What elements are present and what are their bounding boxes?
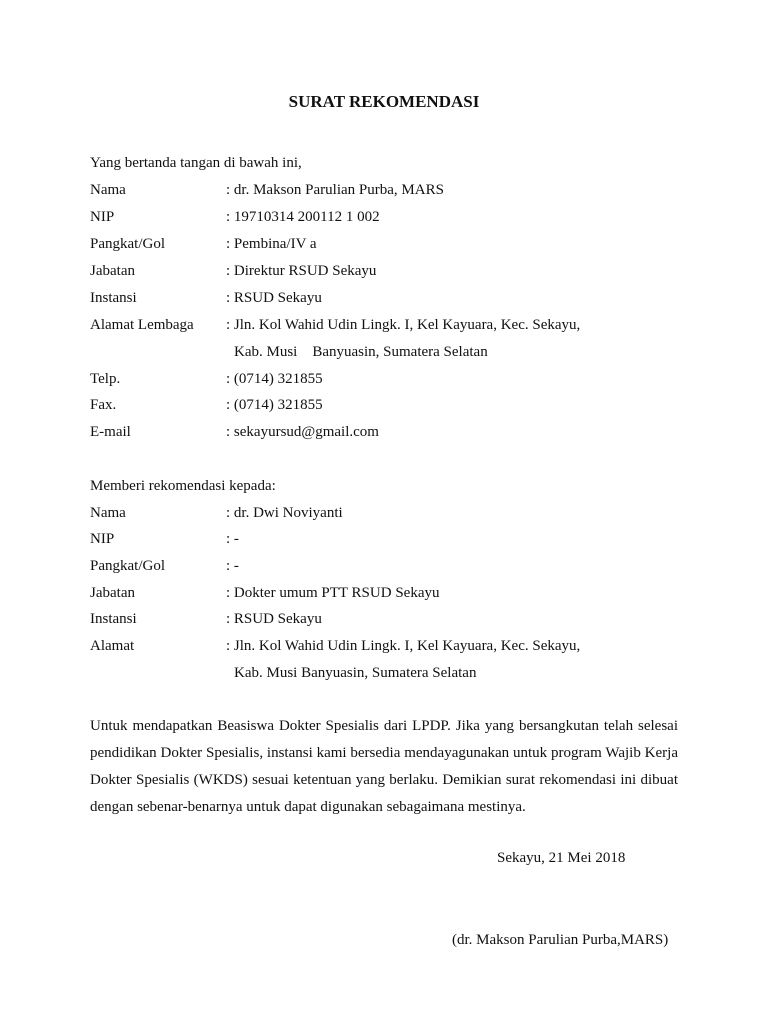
recipient-value: : dr. Dwi Noviyanti <box>226 505 343 521</box>
signatory-value: : Pembina/IV a <box>226 236 317 252</box>
signatory-value: : (0714) 321855 <box>226 371 323 387</box>
signatory-value: : (0714) 321855 <box>226 397 323 413</box>
signer-name: (dr. Makson Parulian Purba,MARS) <box>452 932 669 948</box>
recipient-address-continuation: Kab. Musi Banyuasin, Sumatera Selatan <box>234 665 477 681</box>
recipient-label: Nama <box>90 505 126 521</box>
body-paragraph: Untuk mendapatkan Beasiswa Dokter Spesialis dari LPDP. Jika yang bersangkutan telah selesai pendidikan Dokter Spesialis, instansi kami bersedia mendayagunakan untuk program Wajib Kerja Dokter Spesialis (WKDS) sesuai ketentuan yang berlaku. Demikian surat rekomendasi ini dibuat dengan sebenar-benarnya untuk dapat digunakan sebagaimana mestinya. <box>90 718 678 815</box>
signatory-label: Jabatan <box>90 263 135 279</box>
intro-text: Yang bertanda tangan di bawah ini, <box>90 155 302 171</box>
signatory-label: Fax. <box>90 397 117 413</box>
recipient-label: Jabatan <box>90 585 135 601</box>
recipient-value: : - <box>226 531 239 547</box>
signatory-label: E-mail <box>90 424 131 440</box>
recipient-value: : - <box>226 558 239 574</box>
signatory-label: Pangkat/Gol <box>90 236 165 252</box>
signatory-label: NIP <box>90 209 115 225</box>
document-title: SURAT REKOMENDASI <box>288 92 480 111</box>
recipient-label: Instansi <box>90 611 137 627</box>
recipient-label: Pangkat/Gol <box>90 558 165 574</box>
signatory-label: Telp. <box>90 371 121 387</box>
signatory-value: : Jln. Kol Wahid Udin Lingk. I, Kel Kayuara, Kec. Sekayu, <box>226 317 581 333</box>
signatory-value: : dr. Makson Parulian Purba, MARS <box>226 182 444 198</box>
recipient-value: : Jln. Kol Wahid Udin Lingk. I, Kel Kayuara, Kec. Sekayu, <box>226 638 581 654</box>
place-date: Sekayu, 21 Mei 2018 <box>497 850 626 866</box>
signatory-label: Alamat Lembaga <box>90 317 194 333</box>
signatory-value: : 19710314 200112 1 002 <box>226 209 380 225</box>
signatory-address-continuation: Kab. Musi Banyuasin, Sumatera Selatan <box>234 344 488 360</box>
recipient-label: Alamat <box>90 638 135 654</box>
signatory-email: : sekayursud@gmail.com <box>226 424 379 440</box>
recipient-value: : RSUD Sekayu <box>226 611 322 627</box>
recommend-intro-text: Memberi rekomendasi kepada: <box>90 478 276 494</box>
signatory-label: Nama <box>90 182 126 198</box>
signatory-label: Instansi <box>90 290 137 306</box>
recipient-value: : Dokter umum PTT RSUD Sekayu <box>226 585 440 601</box>
recipient-label: NIP <box>90 531 115 547</box>
signatory-value: : RSUD Sekayu <box>226 290 322 306</box>
signatory-value: : Direktur RSUD Sekayu <box>226 263 377 279</box>
